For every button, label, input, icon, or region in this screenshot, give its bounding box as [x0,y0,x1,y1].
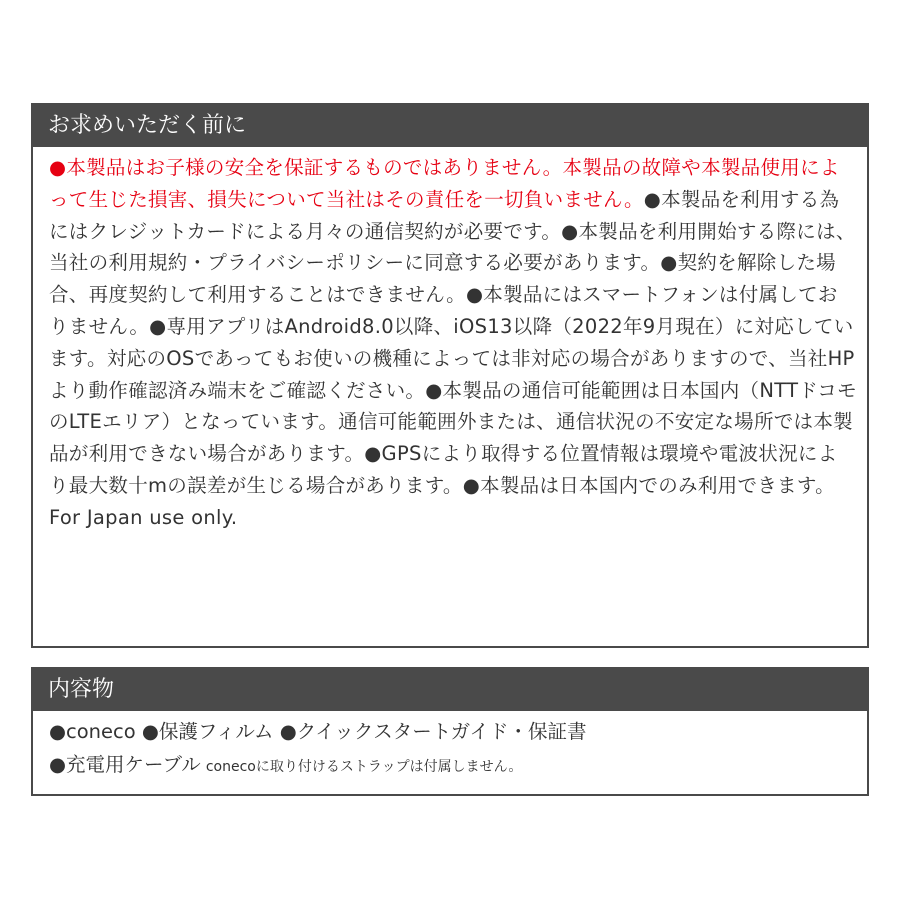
notice-text: ●本製品を利用する為にはクレジットカードによる月々の通信契約が必要です。●本製品を利用開始する際には、当社の利用規約・プライバシーポリシーに同意する必要があります。●契約を解除した場合、再度契約して利用することはできません。●本製品にはスマートフォンは付属しておりません。●専用アプリはAndroid8.0以降、iOS13以降（2022年9月現在）に対応しています。対応のOSであってもお使いの機種によっては非対応の場合がありますので、当社HPより動作確認済み端末をご確認ください。●本製品の通信可能範囲は日本国内（NTTドコモのLTEエリア）となっています。通信可能範囲外または、通信状況の不安定な場所では本製品が利用できない場合があります。●GPSにより取得する位置情報は環境や電波状況により最大数十mの誤差が生じる場合があります。●本製品は日本国内でのみ利用できます。For Japan use only. [49,187,857,529]
notice-body [33,147,867,534]
charging-cable-item: ●充電用ケーブル [49,753,201,776]
contents-items-second [49,749,857,783]
contents-section [31,667,869,796]
notice-header: お求めいただく前に [33,105,867,147]
contents-body [33,711,867,783]
strap-note: conecoに取り付けるストラップは付属しません。 [205,759,523,775]
contents-header: 内容物 [33,669,867,711]
contents-items: ●coneco ●保護フィルム ●クイックスタートガイド・保証書 [49,720,587,743]
warning-text: ●本製品はお子様の安全を保証するものではありません。本製品の故障や本製品使用によって生じた損害、損失について当社はその責任を一切負いません。 [49,156,840,211]
notice-section [31,103,869,648]
